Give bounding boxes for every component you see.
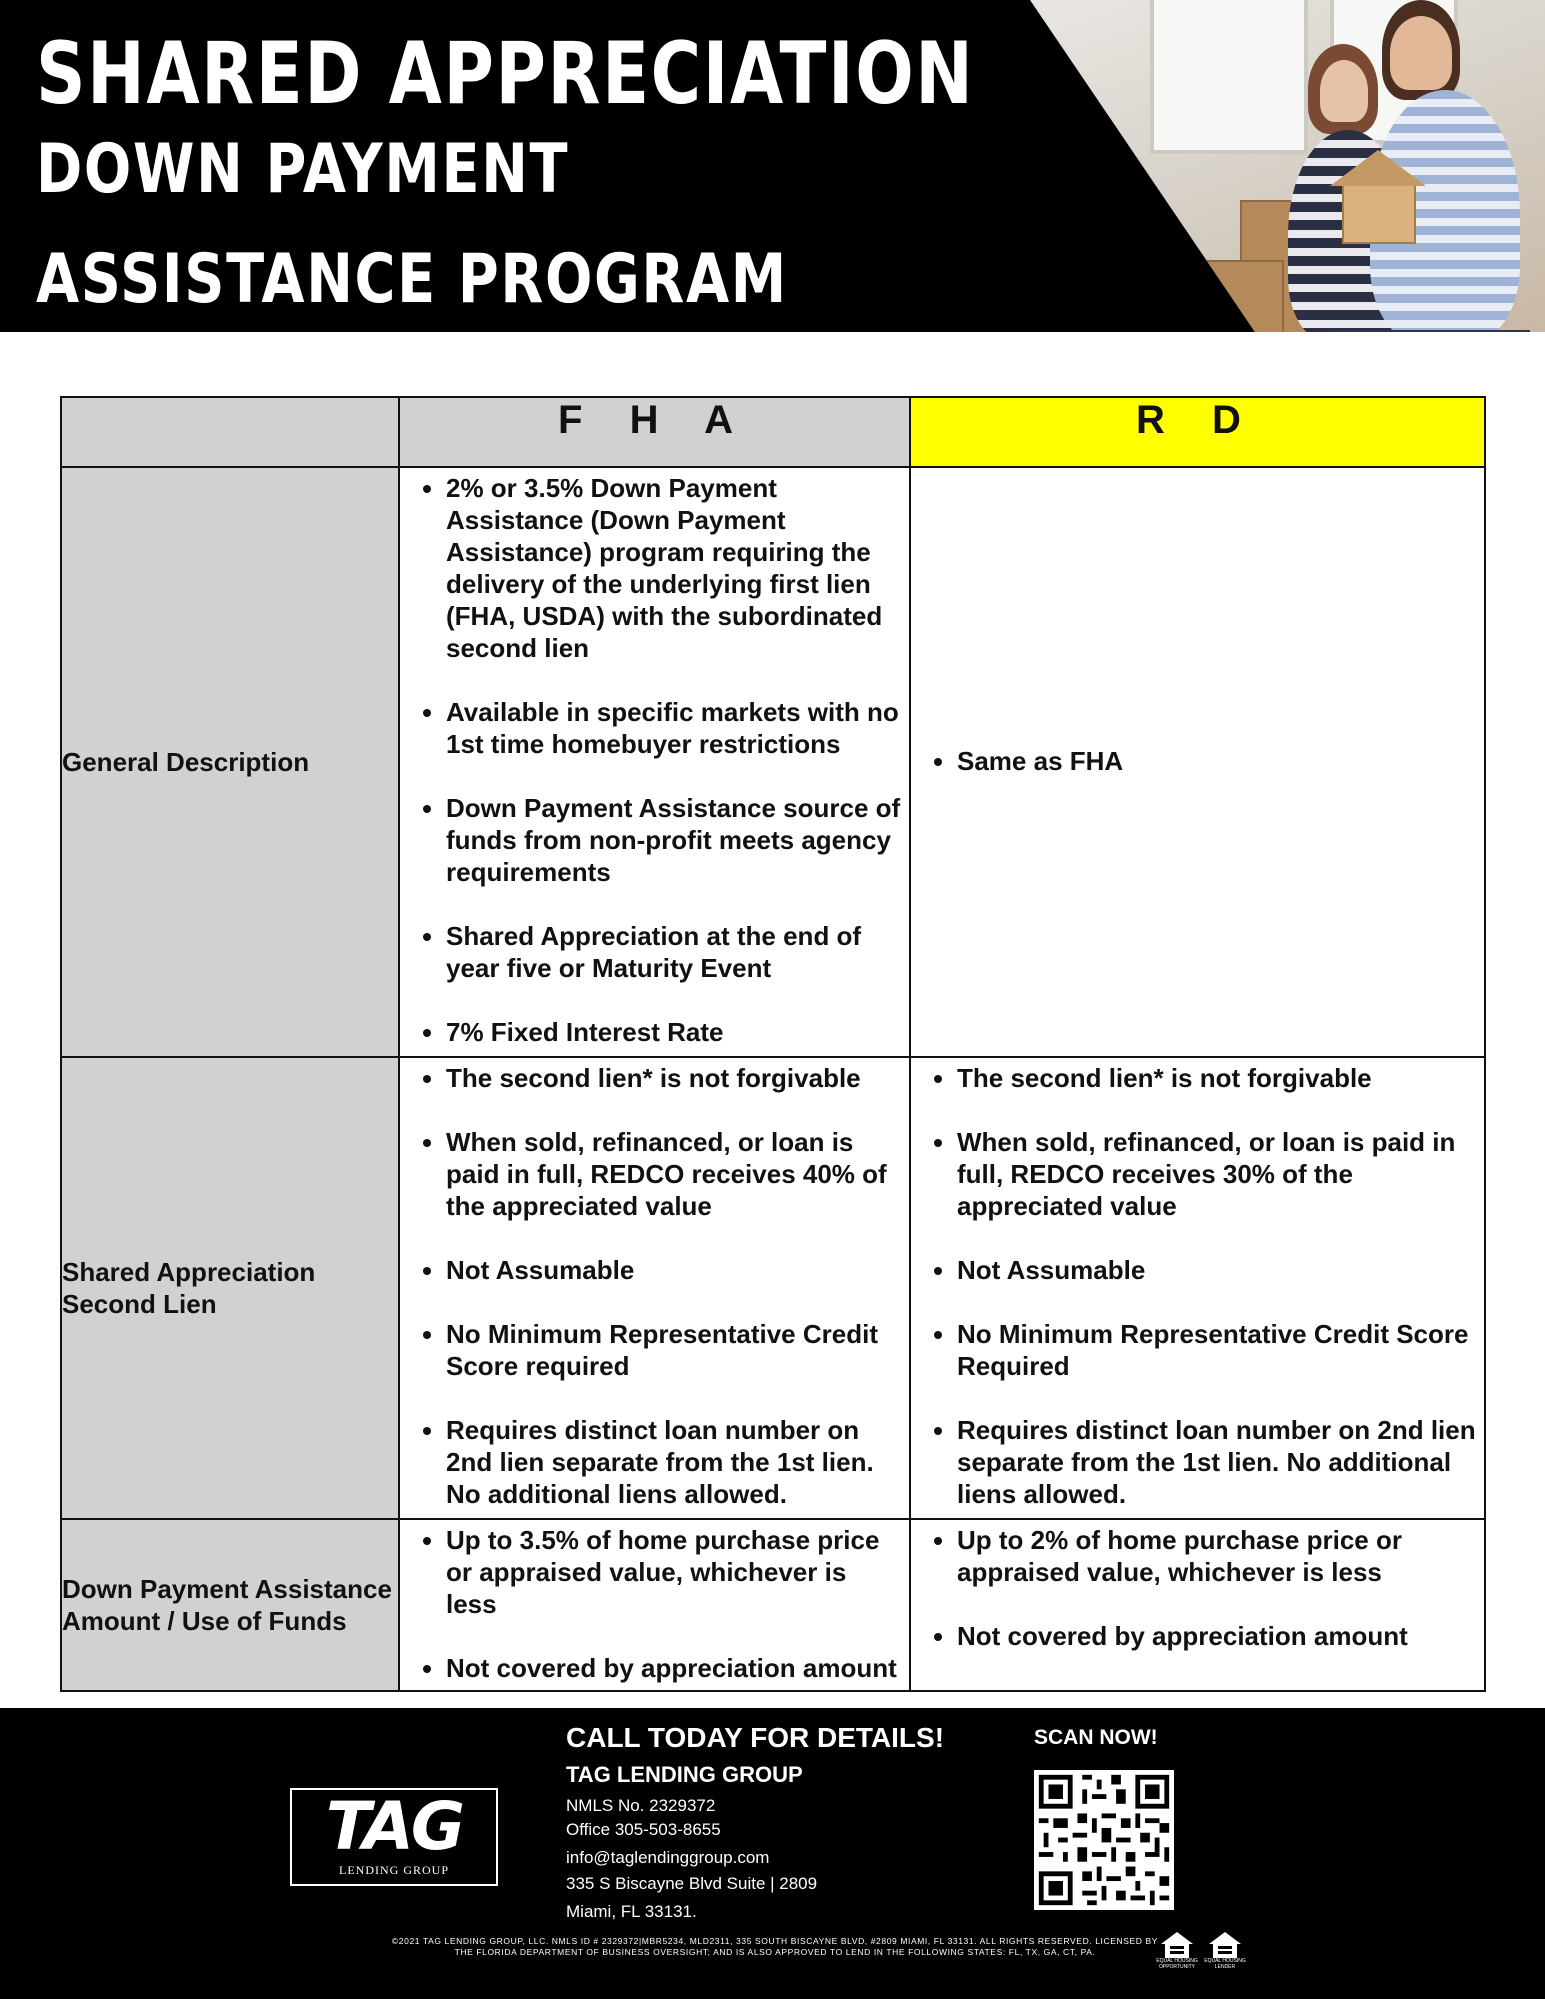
list-item: • Up to 3.5% of home purchase price or appraised value, whichever is less [446, 1524, 903, 1620]
header-empty-cell [61, 397, 399, 467]
title-line-2: DOWN PAYMENT [36, 130, 570, 209]
couple-with-house-photo [1030, 0, 1545, 332]
header-rd: R D [910, 397, 1485, 467]
list-item: • Not covered by appreciation amount [446, 1652, 903, 1684]
header-fha: F H A [399, 397, 910, 467]
fha-bullet-list [400, 1520, 909, 1690]
qr-code-icon[interactable] [1034, 1770, 1174, 1910]
list-item: • 2% or 3.5% Down Payment Assistance (Down Payment Assistance) program requiring the delivery of the underlying first lien (FHA, USDA) with the subordinated second lien [446, 472, 903, 664]
rd-bullet-list [911, 1058, 1484, 1516]
comparison-table [60, 396, 1486, 1692]
list-item: • Not Assumable [957, 1254, 1478, 1286]
table-row [61, 1519, 1485, 1691]
nmls-number: NMLS No. 2329372 [566, 1796, 716, 1815]
list-item: • Same as FHA [957, 745, 1478, 777]
row-label-dpa-amount: Down Payment Assistance Amount / Use of Funds [61, 1519, 399, 1691]
list-item: • Shared Appreciation at the end of year five or Maturity Event [446, 920, 903, 984]
row-label-general-description: General Description [61, 467, 399, 1057]
call-to-action: CALL TODAY FOR DETAILS! [566, 1722, 945, 1753]
row-label-shared-appreciation: Shared Appreciation Second Lien [61, 1057, 399, 1519]
eho-label: EQUAL HOUSING OPPORTUNITY [1156, 1958, 1198, 1970]
list-item: • Up to 2% of home purchase price or appraised value, whichever is less [957, 1524, 1478, 1588]
logo-subtitle: LENDING GROUP [339, 1863, 449, 1877]
list-item: • Requires distinct loan number on 2nd lien separate from the 1st lien. No additional liens allowed. [957, 1414, 1478, 1510]
list-item: • No Minimum Representative Credit Score Required [957, 1318, 1478, 1382]
fha-cell [399, 1519, 910, 1691]
fha-bullet-list [400, 468, 909, 1054]
title-line-1: SHARED APPRECIATION [36, 24, 975, 124]
list-item: • Available in specific markets with no 1st time homebuyer restrictions [446, 696, 903, 760]
equal-housing-lender-icon [1204, 1930, 1246, 1970]
table-row [61, 1057, 1485, 1519]
house-model-icon [1342, 180, 1416, 244]
list-item: • The second lien* is not forgivable [957, 1062, 1478, 1094]
list-item: • When sold, refinanced, or loan is paid in full, REDCO receives 30% of the appreciated value [957, 1126, 1478, 1222]
list-item: • The second lien* is not forgivable [446, 1062, 903, 1094]
rd-bullet-list [911, 1520, 1484, 1658]
logo-text: TAG [325, 1788, 463, 1865]
rd-cell [910, 1057, 1485, 1519]
list-item: • Not covered by appreciation amount [957, 1620, 1478, 1652]
fha-cell [399, 467, 910, 1057]
tag-logo [290, 1788, 498, 1886]
list-item: • Down Payment Assistance source of funds from non-profit meets agency requirements [446, 792, 903, 888]
list-item: • Not Assumable [446, 1254, 903, 1286]
list-item: • Requires distinct loan number on 2nd lien separate from the 1st lien. No additional liens allowed. [446, 1414, 903, 1510]
rd-cell [910, 1519, 1485, 1691]
list-item: • 7% Fixed Interest Rate [446, 1016, 903, 1048]
list-item: • When sold, refinanced, or loan is paid in full, REDCO receives 40% of the appreciated value [446, 1126, 903, 1222]
address-line-1: 335 S Biscayne Blvd Suite | 2809 [566, 1874, 818, 1893]
table-row [61, 467, 1485, 1057]
legal-disclaimer: ©2021 TAG LENDING GROUP, LLC. NMLS ID # 2329372|MBR5234, MLD2311, 335 SOUTH BISCAYNE BLVD, #2809 MIAMI, FL 33131. ALL RIGHTS RESERVED. LICENSED BY THE FLORIDA DEPARTMENT OF BUSINESS OVERSIGHT; AND IS ALSO APPROVED TO LEND IN THE FOLLOWING STATES: FL, TX, GA, CT, PA. [391, 1936, 1159, 1957]
address-line-2: Miami, FL 33131. [566, 1902, 697, 1921]
list-item: • No Minimum Representative Credit Score required [446, 1318, 903, 1382]
table-header-row [61, 397, 1485, 467]
title-line-3: ASSISTANCE PROGRAM [36, 240, 788, 319]
office-phone[interactable]: Office 305-503-8655 [566, 1820, 721, 1839]
company-name: TAG LENDING GROUP [566, 1762, 803, 1787]
email-link[interactable]: info@taglendinggroup.com [566, 1848, 770, 1867]
rd-cell [910, 467, 1485, 1057]
scan-now-label: SCAN NOW! [1034, 1726, 1158, 1749]
header-banner [0, 0, 1545, 332]
equal-housing-opportunity-icon [1156, 1930, 1198, 1970]
rd-bullet-list [911, 741, 1484, 783]
fha-bullet-list [400, 1058, 909, 1516]
fha-cell [399, 1057, 910, 1519]
ehl-label: EQUAL HOUSING LENDER [1204, 1958, 1246, 1970]
footer [0, 1708, 1545, 1999]
